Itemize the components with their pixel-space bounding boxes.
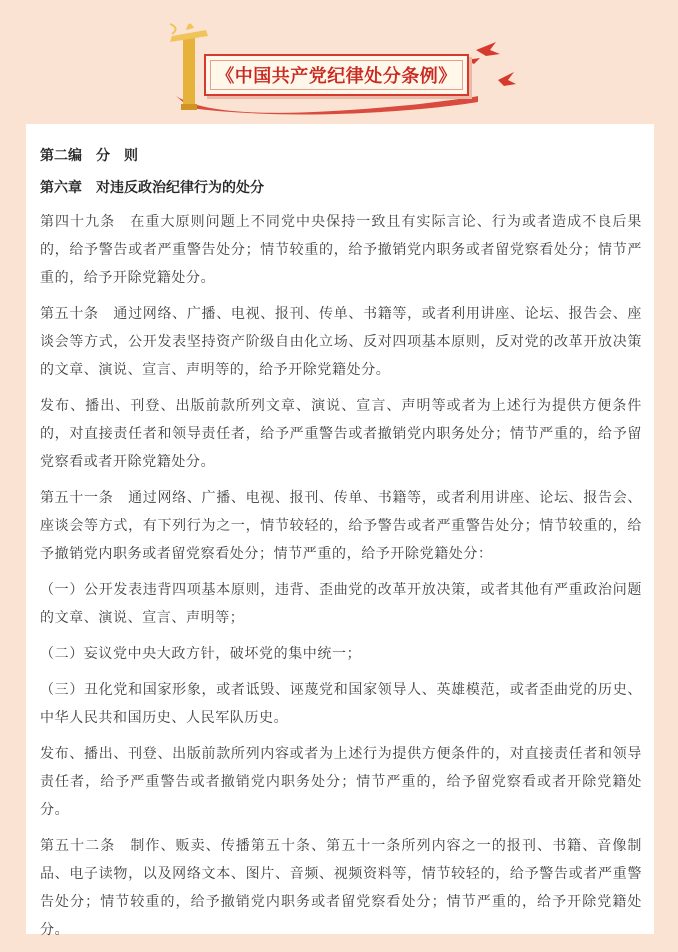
chapter-heading: 第六章 对违反政治纪律行为的处分 bbox=[40, 180, 264, 196]
ribbon-swoosh bbox=[176, 96, 478, 114]
part-heading: 第二编 分 则 bbox=[40, 148, 138, 164]
document-title: 《中国共产党纪律处分条例》 bbox=[216, 66, 457, 87]
article-51-item-3: （三）丑化党和国家形象，或者诋毁、诬蔑党和国家领导人、英雄模范，或者歪曲党的历史、中华人民共和国历史、人民军队历史。 bbox=[40, 682, 642, 726]
pillar-icon bbox=[170, 23, 208, 110]
article-51-item-1: （一）公开发表违背四项基本原则，违背、歪曲党的改革开放决策，或者其他有严重政治问题的文章、演说、宣言、声明等； bbox=[40, 582, 642, 626]
article-51-item-2: （二）妄议党中央大政方针，破坏党的集中统一； bbox=[40, 646, 362, 662]
title-banner bbox=[204, 54, 469, 96]
dove-icon bbox=[466, 42, 516, 86]
article-50: 第五十条 通过网络、广播、电视、报刊、传单、书籍等，或者利用讲座、论坛、报告会、座谈会等方式，公开发表坚持资产阶级自由化立场、反对四项基本原则，反对党的改革开放决策的文章、演说、宣言、声明等的，给予开除党籍处分。 bbox=[40, 306, 642, 378]
article-50-clause-2: 发布、播出、刊登、出版前款所列文章、演说、宣言、声明等或者为上述行为提供方便条件的，对直接责任者和领导责任者，给予严重警告或者撤销党内职务处分；情节严重的，给予留党察看或者开除党籍处分。 bbox=[40, 398, 642, 470]
article-52: 第五十二条 制作、贩卖、传播第五十条、第五十一条所列内容之一的报刊、书籍、音像制品、电子读物，以及网络文本、图片、音频、视频资料等，情节较轻的，给予警告或者严重警告处分；情节较重的，给予撤销党内职务或者留党察看处分；情节严重的，给予开除党籍处分。 bbox=[40, 838, 642, 938]
article-51: 第五十一条 通过网络、广播、电视、报刊、传单、书籍等，或者利用讲座、论坛、报告会、座谈会等方式，有下列行为之一，情节较轻的，给予警告或者严重警告处分；情节较重的，给予撤销党内职务或者留党察看处分；情节严重的，给予开除党籍处分： bbox=[40, 490, 642, 562]
article-49: 第四十九条 在重大原则问题上不同党中央保持一致且有实际言论、行为或者造成不良后果的，给予警告或者严重警告处分；情节较重的，给予撤销党内职务或者留党察看处分；情节严重的，给予开除党籍处分。 bbox=[40, 214, 642, 286]
header-banner bbox=[0, 0, 678, 122]
document-body bbox=[40, 146, 642, 952]
article-51-clause-2: 发布、播出、刊登、出版前款所列内容或者为上述行为提供方便条件的，对直接责任者和领导责任者，给予严重警告或者撤销党内职务处分；情节严重的，给予留党察看或者开除党籍处分。 bbox=[40, 746, 642, 818]
document-card bbox=[26, 124, 654, 938]
